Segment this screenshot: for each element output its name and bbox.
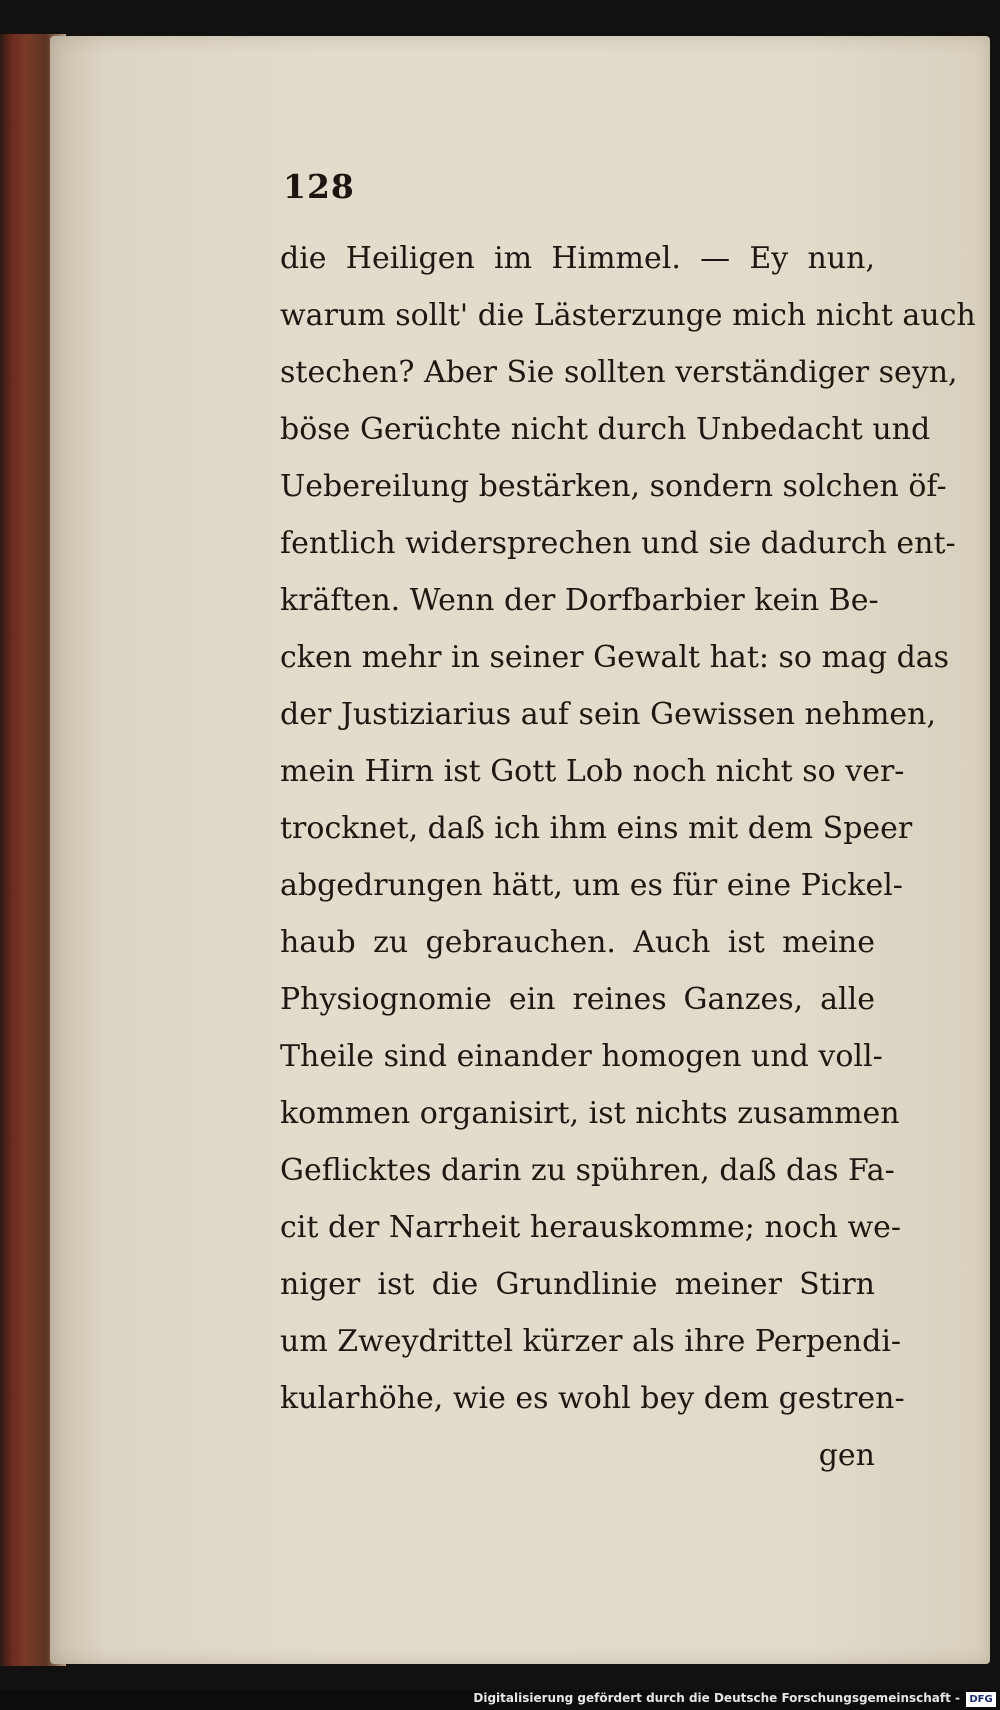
text-line: stechen? Aber Sie sollten verständiger seyn, [280, 355, 958, 390]
text-line: um Zweydrittel kürzer als ihre Perpendi- [280, 1324, 902, 1359]
text-line: kularhöhe, wie es wohl bey dem gestren- [280, 1381, 905, 1416]
page-number: 128 [283, 167, 355, 206]
page-text [280, 230, 976, 1484]
footer-credit: Digitalisierung gefördert durch die Deutsche Forschungsgemeinschaft - [473, 1691, 960, 1705]
text-line: Physiognomie ein reines Ganzes, alle [280, 982, 875, 1017]
text-line: die Heiligen im Himmel. — Ey nun, [280, 241, 875, 276]
text-line: fentlich widersprechen und sie dadurch ent- [280, 526, 956, 561]
text-line: abgedrungen hätt, um es für eine Pickel- [280, 868, 903, 903]
text-line: niger ist die Grundlinie meiner Stirn [280, 1267, 875, 1302]
text-line: Uebereilung bestärken, sondern solchen öf- [280, 469, 947, 504]
text-line: Geflicktes darin zu spühren, daß das Fa- [280, 1153, 895, 1188]
text-line: haub zu gebrauchen. Auch ist meine [280, 925, 875, 960]
dfg-logo: DFG [966, 1692, 996, 1707]
text-line: trocknet, daß ich ihm eins mit dem Speer [280, 811, 913, 846]
text-line: Theile sind einander homogen und voll- [280, 1039, 883, 1074]
text-line: kräften. Wenn der Dorfbarbier kein Be- [280, 583, 879, 618]
text-line: mein Hirn ist Gott Lob noch nicht so ver- [280, 754, 905, 789]
text-line: cit der Narrheit herauskomme; noch we- [280, 1210, 902, 1245]
text-line: warum sollt' die Lästerzunge mich nicht auch [280, 298, 976, 333]
text-line: cken mehr in seiner Gewalt hat: so mag das [280, 640, 950, 675]
text-line: kommen organisirt, ist nichts zusammen [280, 1096, 900, 1131]
text-line: der Justiziarius auf sein Gewissen nehmen, [280, 697, 937, 732]
text-line: böse Gerüchte nicht durch Unbedacht und [280, 412, 931, 447]
catchword: gen [818, 1438, 875, 1473]
